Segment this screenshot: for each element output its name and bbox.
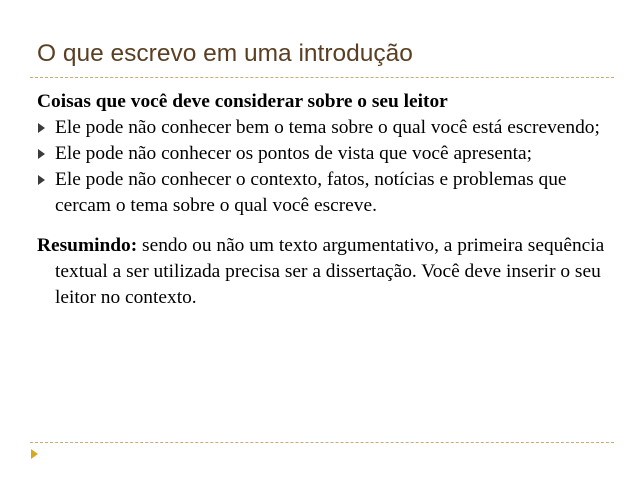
slide-subtitle: Coisas que você deve considerar sobre o seu leitor <box>37 91 448 112</box>
footer-triangle-icon <box>31 449 38 459</box>
title-divider <box>30 77 614 78</box>
list-item <box>37 115 617 141</box>
bullet-text: Ele pode não conhecer bem o tema sobre o qual você está escrevendo; <box>55 117 600 138</box>
list-item <box>37 141 617 167</box>
slide-title: O que escrevo em uma introdução <box>37 40 413 67</box>
summary-paragraph <box>37 233 617 311</box>
footer-divider <box>30 442 614 443</box>
bullet-triangle-icon <box>38 123 45 133</box>
summary-label: Resumindo: <box>37 235 138 256</box>
list-item <box>37 167 617 219</box>
bullet-text: Ele pode não conhecer os pontos de vista que você apresenta; <box>55 143 533 164</box>
summary-text: sendo ou não um texto argumentativo, a primeira sequência textual a ser utilizada precisa ser a dissertação. Você deve inserir o seu leitor no contexto. <box>55 235 605 308</box>
bullet-triangle-icon <box>38 175 45 185</box>
bullet-triangle-icon <box>38 149 45 159</box>
slide-body <box>37 89 617 311</box>
bullet-list <box>37 115 617 219</box>
bullet-text: Ele pode não conhecer o contexto, fatos, notícias e problemas que cercam o tema sobre o qual você escreve. <box>55 169 567 216</box>
